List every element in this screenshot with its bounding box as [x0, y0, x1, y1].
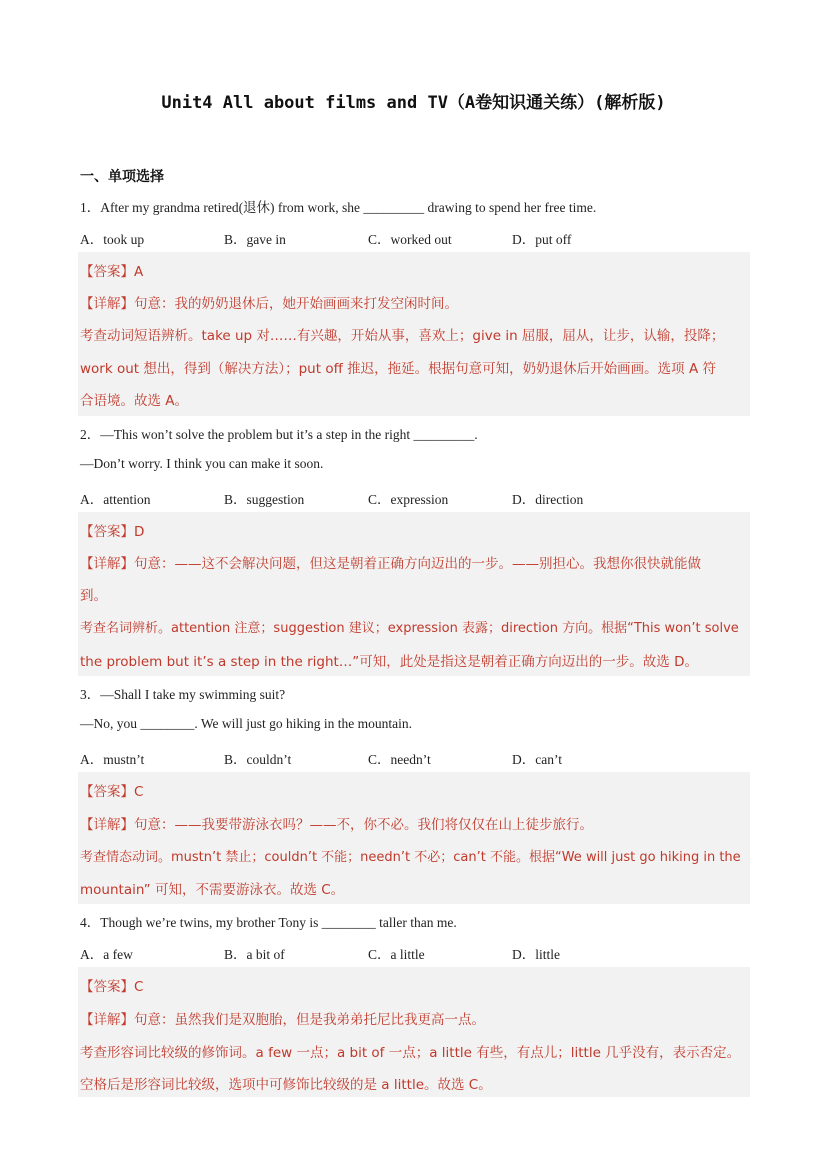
q4-option-d: D．little	[512, 947, 560, 962]
question-3-stem-reply: —No, you ________. We will just go hiking in the mountain.	[80, 716, 413, 731]
q3-option-c: C．needn’t	[368, 752, 431, 767]
q4-explain-line: 空格后是形容词比较级，选项中可修饰比较级的是 a little。故选 C。	[80, 1077, 492, 1093]
q1-option-d: D．put off	[512, 232, 572, 247]
q4-answer: 【答案】C	[80, 979, 144, 995]
section-heading: 一、单项选择	[80, 169, 164, 185]
q2-answer: 【答案】D	[80, 524, 145, 540]
q3-option-d: D．can’t	[512, 752, 562, 767]
q2-option-a: A．attention	[80, 492, 151, 507]
q1-explain-line: 【详解】句意：我的奶奶退休后，她开始画画来打发空闲时间。	[80, 296, 458, 312]
q2-option-c: C．expression	[368, 492, 449, 507]
q2-option-d: D．direction	[512, 492, 584, 507]
q2-explain-line: 到。	[80, 588, 107, 604]
q1-option-a: A．took up	[80, 232, 145, 247]
q2-option-b: B．suggestion	[224, 492, 305, 507]
q2-explain-line: 【详解】句意：——这不会解决问题，但这是朝着正确方向迈出的一步。——别担心。我想你很快就能做	[80, 556, 701, 572]
question-1-stem: 1．After my grandma retired(退休) from work, she _________ drawing to spend her free time.	[80, 200, 597, 215]
q3-option-b: B．couldn’t	[224, 752, 292, 767]
q1-explain-line: 合语境。故选 A。	[80, 393, 189, 409]
q4-option-c: C．a little	[368, 947, 425, 962]
q1-explain-line: work out 想出，得到（解决方法）；put off 推迟，拖延。根据句意可知，奶奶退休后开始画画。选项 A 符	[80, 361, 716, 377]
q3-explain-line: 考查情态动词。mustn’t 禁止；couldn’t 不能；needn’t 不必；can’t 不能。根据“We will just go hiking in the	[80, 850, 741, 865]
q4-explain-line: 【详解】句意：虽然我们是双胞胎，但是我弟弟托尼比我更高一点。	[80, 1012, 485, 1028]
q4-option-b: B．a bit of	[224, 947, 285, 962]
q4-explain-line: 考查形容词比较级的修饰词。a few 一点；a bit of 一点；a little 有些，有点儿；little 几乎没有，表示否定。	[80, 1045, 741, 1061]
q3-explain-line: mountain” 可知，不需要游泳衣。故选 C。	[80, 882, 345, 898]
question-2-stem-reply: —Don’t worry. I think you can make it soon.	[80, 456, 324, 471]
q3-option-a: A．mustn’t	[80, 752, 145, 767]
page-title: Unit4 All about films and TV（A卷知识通关练）(解析版)	[161, 93, 666, 113]
q1-explain-line: 考查动词短语辨析。take up 对……有兴趣，开始从事，喜欢上；give in 屈服，屈从，让步，认输，投降；	[80, 328, 725, 344]
q3-explain-line: 【详解】句意：——我要带游泳衣吗？——不，你不必。我们将仅仅在山上徒步旅行。	[80, 817, 593, 833]
question-2-stem: 2．—This won’t solve the problem but it’s a step in the right _________.	[80, 427, 478, 442]
q4-option-a: A．a few	[80, 947, 133, 962]
q2-explain-line: the problem but it’s a step in the right…”可知，此处是指这是朝着正确方向迈出的一步。故选 D。	[80, 654, 698, 670]
q2-explain-line: 考查名词辨析。attention 注意；suggestion 建议；expression 表露；direction 方向。根据“This won’t solve	[80, 621, 739, 636]
q1-option-b: B．gave in	[224, 232, 286, 247]
q1-answer: 【答案】A	[80, 264, 144, 280]
q1-option-c: C．worked out	[368, 232, 452, 247]
question-4-stem: 4．Though we’re twins, my brother Tony is ________ taller than me.	[80, 915, 457, 930]
q3-answer: 【答案】C	[80, 784, 144, 800]
question-3-stem: 3．—Shall I take my swimming suit?	[80, 687, 286, 702]
